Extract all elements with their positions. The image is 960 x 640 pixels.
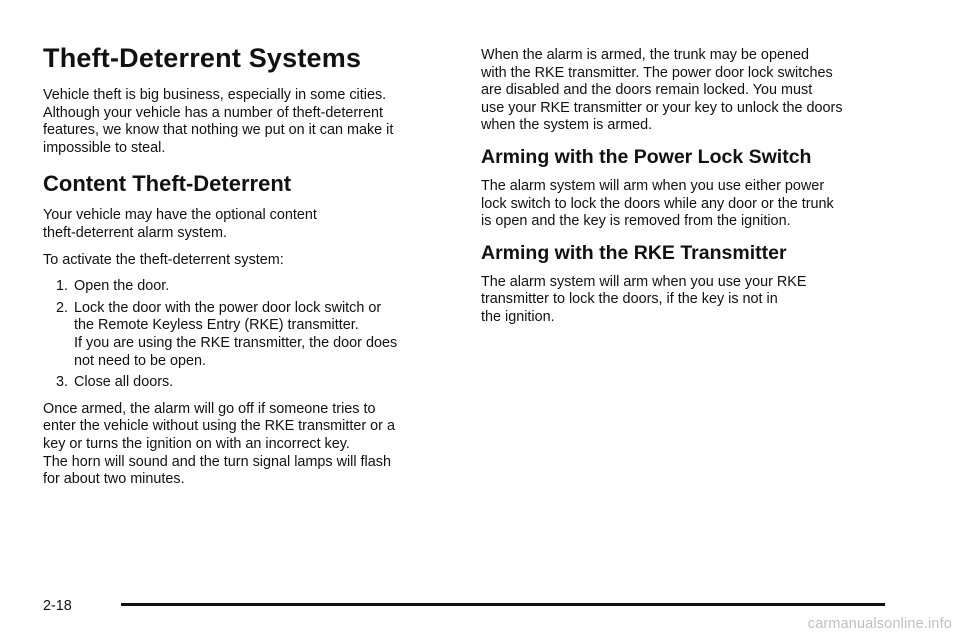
paragraph: Once armed, the alarm will go off if someone tries to enter the vehicle without using the RKE transmitter or a key or turns the ignition on with an incorrect key. The horn will sound and the turn signal lamps will flash for about two minutes. — [43, 400, 395, 488]
steps-list — [43, 278, 453, 392]
paragraph: When the alarm is armed, the trunk may be opened with the RKE transmitter. The power door lock switches are disabled and the doors remain locked. You must use your RKE transmitter or your key to unlock the doors when the system is armed. — [481, 47, 843, 134]
watermark: carmanualsonline.info — [807, 616, 952, 632]
step-text: Close all doors. — [74, 374, 174, 391]
section-heading: Arming with the RKE Transmitter — [481, 241, 787, 264]
paragraph: To activate the theft-deterrent system: — [43, 251, 284, 268]
step-text: Lock the door with the power door lock switch or the Remote Keyless Entry (RKE) transmitter. — [74, 299, 382, 334]
step-number: 2. — [56, 299, 69, 316]
paragraph: The alarm system will arm when you use either power lock switch to lock the doors while any door or the trunk is open and the key is removed from the ignition. — [481, 177, 834, 230]
page-title: Theft-Deterrent Systems — [43, 43, 362, 73]
left-column — [43, 42, 453, 498]
section-heading: Content Theft-Deterrent — [43, 171, 292, 197]
step-note: If you are using the RKE transmitter, the door does not need to be open. — [74, 334, 398, 369]
footer-rule — [121, 603, 885, 606]
rke-transmitter-section — [481, 241, 911, 327]
list-item — [43, 300, 453, 370]
power-lock-section — [481, 145, 911, 231]
intro-paragraph: Vehicle theft is big business, especially in some cities. Although your vehicle has a number of theft-deterrent features, we know that nothing we put on it can make it impossible to steal. — [43, 87, 394, 156]
paragraph: The alarm system will arm when you use your RKE transmitter to lock the doors, if the key is not in the ignition. — [481, 273, 807, 325]
step-number: 3. — [56, 374, 69, 391]
content-theft-deterrent-section — [43, 171, 453, 488]
page-number: 2-18 — [43, 598, 72, 614]
list-item — [43, 278, 453, 296]
step-number: 1. — [56, 278, 69, 295]
right-column — [481, 47, 911, 336]
paragraph: Your vehicle may have the optional content theft-deterrent alarm system. — [43, 207, 317, 241]
section-heading: Arming with the Power Lock Switch — [481, 145, 812, 168]
step-text: Open the door. — [74, 278, 170, 295]
list-item — [43, 374, 453, 392]
